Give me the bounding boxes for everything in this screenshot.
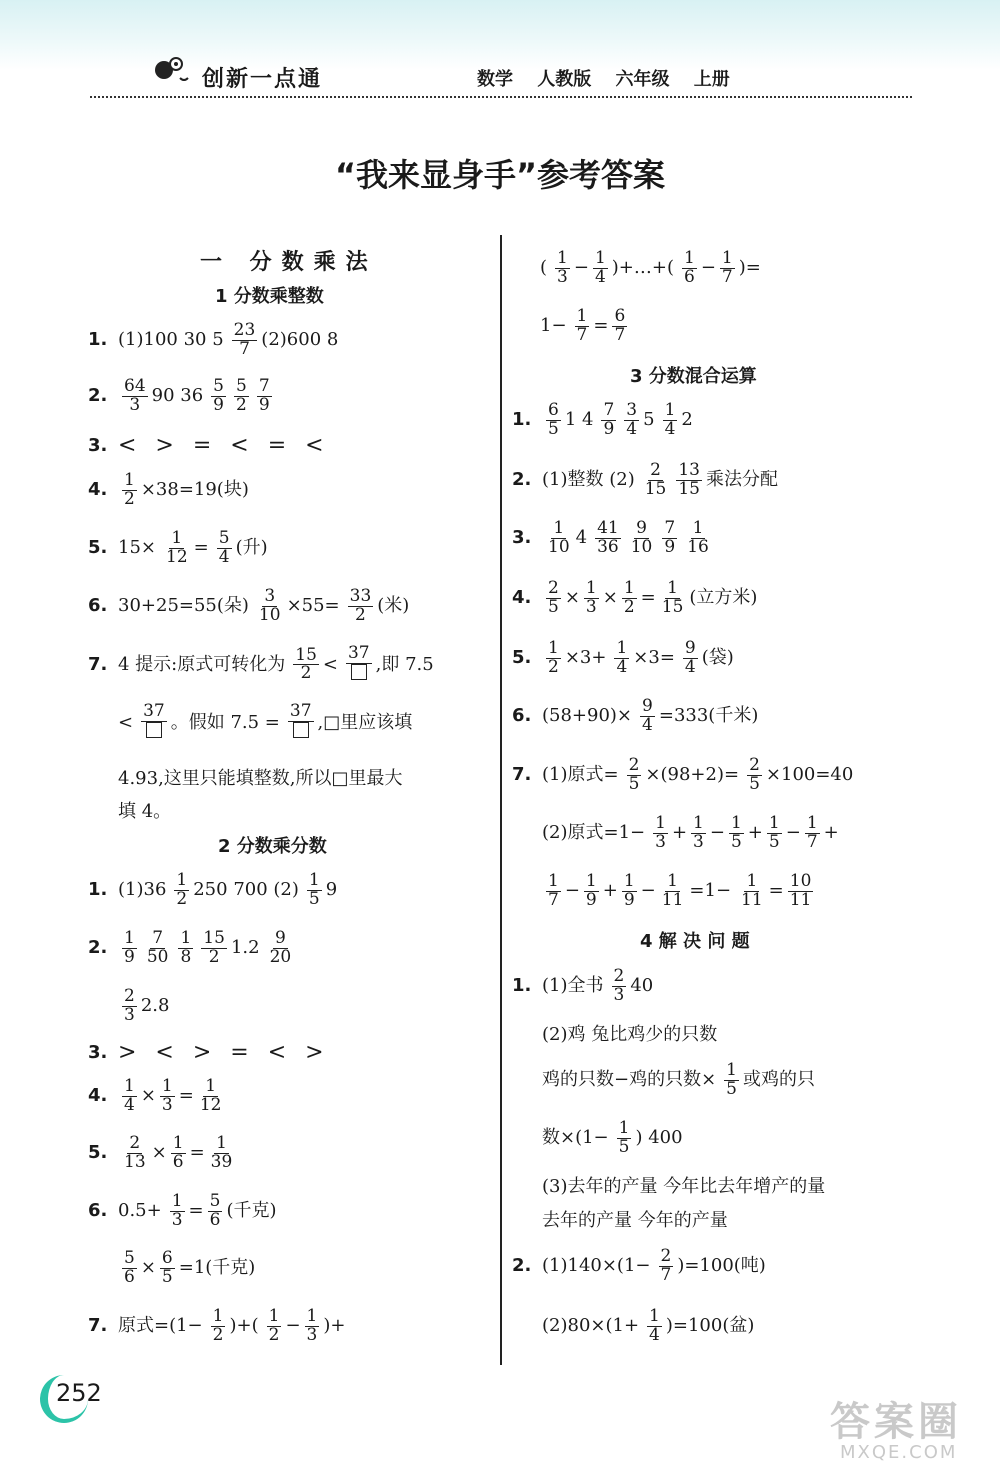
subject-label: 数学 人教版 六年级 上册 xyxy=(477,69,730,90)
brand-name: 创新一点通 xyxy=(202,67,323,92)
answer-2-1: 1. (1)36 $\frac{1}{2}$ 250 700 (2) $\frac{1}{5}$ 9 xyxy=(88,870,338,909)
fraction: $\frac{1}{9}$ xyxy=(623,871,635,910)
subsection-heading: 1 分数乘整数 xyxy=(215,286,324,307)
fraction: $\frac{1}{3}$ xyxy=(693,813,704,852)
answer-1-7-cont2: 4.93,这里只能填整数,所以□里最大 xyxy=(118,768,403,789)
fraction: $\frac{1}{4}$ xyxy=(616,638,628,677)
fraction: $\frac{7}{50}$ xyxy=(146,928,169,967)
fraction: $\frac{1}{2}$ xyxy=(268,1306,280,1345)
fraction: $\frac{2}{3}$ xyxy=(124,986,135,1025)
fraction: $\frac{1}{16}$ xyxy=(687,518,709,557)
answer-2-7: 7. 原式=(1− $\frac{1}{2}$ )+( $\frac{1}{2}$ − $\frac{1}{3}$ )+ xyxy=(88,1306,346,1345)
fraction: $\frac{9}{10}$ xyxy=(630,518,653,557)
fraction: $\frac{2}{5}$ xyxy=(749,755,760,794)
fraction: $\frac{1}{8}$ xyxy=(180,928,192,967)
answer-2-5: 5. $\frac{2}{13}$ × $\frac{1}{6}$ = $\frac{1}{39}$ xyxy=(88,1133,233,1172)
answer-3-7-part2: (2)原式=1− $\frac{1}{3}$ + $\frac{1}{3}$ − $\frac{1}{5}$ + $\frac{1}{5}$ − $\frac{1}{7}$ + xyxy=(542,813,839,852)
fraction: $\frac{7}{9}$ xyxy=(258,376,270,415)
fraction: $\frac{1}{5}$ xyxy=(618,1118,630,1157)
fraction: $\frac{1}{2}$ xyxy=(623,578,635,617)
page-title: “我来显身手”参考答案 xyxy=(334,156,666,194)
answer-3-6: 6. (58+90)× $\frac{9}{4}$ =333(千米) xyxy=(512,696,759,735)
fraction: $\frac{15}{2}$ xyxy=(203,928,225,967)
answer-3-5: 5. $\frac{1}{2}$ ×3+ $\frac{1}{4}$ ×3= $\frac{9}{4}$ (袋) xyxy=(512,638,734,677)
fraction: $\frac{7}{9}$ xyxy=(664,518,676,557)
fraction: $\frac{1}{4}$ xyxy=(124,1076,135,1115)
answer-3-7-part2-cont: $\frac{1}{7}$ − $\frac{1}{9}$ + $\frac{1}{9}$ − $\frac{1}{11}$ =1− $\frac{1}{11}$ = $\frac{10}{11}$ xyxy=(548,871,812,910)
fraction: $\frac{9}{20}$ xyxy=(269,928,292,967)
section-heading: 一 分数乘法 xyxy=(200,250,378,275)
fraction: $\frac{23}{7}$ xyxy=(233,320,256,359)
fraction: $\frac{1}{7}$ xyxy=(721,248,733,287)
fraction: $\frac{1}{11}$ xyxy=(661,871,684,910)
answer-2-6: 6. 0.5+ $\frac{1}{3}$ = $\frac{5}{6}$ (千克) xyxy=(88,1191,277,1230)
answer-1-3: 3. < > = < = < xyxy=(88,433,324,458)
answer-1-2: 2. $\frac{64}{3}$ 90 36 $\frac{5}{9}$ $\frac{5}{2}$ $\frac{7}{9}$ xyxy=(88,376,270,415)
fraction: $\frac{6}{5}$ xyxy=(161,1248,173,1287)
answer-1-7: 7. 4 提示:原式可转化为 $\frac{15}{2}$ < 37 ,即 7.5 xyxy=(88,643,434,684)
fraction: $\frac{13}{15}$ xyxy=(678,460,700,499)
fraction: $\frac{2}{5}$ xyxy=(548,578,559,617)
fraction: $\frac{1}{3}$ xyxy=(585,578,597,617)
subsection-heading: 2 分数乘分数 xyxy=(218,836,327,857)
fraction: $\frac{1}{3}$ xyxy=(161,1076,173,1115)
fraction: $\frac{41}{36}$ xyxy=(597,518,619,557)
answer-2-6-cont: $\frac{5}{6}$ × $\frac{6}{5}$ =1(千克) xyxy=(124,1248,256,1287)
fraction: $\frac{1}{4}$ xyxy=(664,400,676,439)
fraction: $\frac{1}{9}$ xyxy=(124,928,135,967)
page-header xyxy=(150,62,920,92)
answer-4-2-part2: (2)80×(1+ $\frac{1}{4}$ )=100(盆) xyxy=(542,1306,755,1345)
cartoon-logo-icon xyxy=(150,48,194,88)
answer-2-2: 2. $\frac{1}{9}$ $\frac{7}{50}$ $\frac{1}{8}$ $\frac{15}{2}$ 1.2 $\frac{9}{20}$ xyxy=(88,928,292,967)
fraction: $\frac{15}{2}$ xyxy=(295,644,317,684)
answer-4-1-part3: (3)去年的产量 今年比去年增产的量 xyxy=(542,1176,826,1197)
answer-4-1-part2: (2)鸡 兔比鸡少的只数 xyxy=(542,1024,718,1045)
fraction: $\frac{6}{5}$ xyxy=(548,400,559,439)
answer-2-7-cont: ( $\frac{1}{3}$ − $\frac{1}{4}$ )+…+( $\frac{1}{6}$ − $\frac{1}{7}$ )= xyxy=(540,248,761,287)
fraction: $\frac{1}{5}$ xyxy=(726,1060,737,1099)
fraction: $\frac{1}{2}$ xyxy=(176,870,188,909)
fraction: $\frac{1}{2}$ xyxy=(212,1306,224,1345)
answer-3-7: 7. (1)原式= $\frac{2}{5}$ ×(98+2)= $\frac{2}{5}$ ×100=40 xyxy=(512,755,854,794)
answer-2-7-cont2: 1− $\frac{1}{7}$ = $\frac{6}{7}$ xyxy=(540,306,626,345)
answer-3-3: 3. $\frac{1}{10}$ 4 $\frac{41}{36}$ $\frac{9}{10}$ $\frac{7}{9}$ $\frac{1}{16}$ xyxy=(512,518,709,557)
answer-1-6: 6. 30+25=55(朵) $\frac{3}{10}$ ×55= $\frac{33}{2}$ (米) xyxy=(88,586,410,625)
fraction: $\frac{9}{4}$ xyxy=(642,696,653,735)
fraction: $\frac{5}{4}$ xyxy=(218,528,230,567)
fraction: $\frac{3}{4}$ xyxy=(626,400,638,439)
answer-4-2: 2. (1)140×(1− $\frac{2}{7}$ )=100(吨) xyxy=(512,1246,766,1285)
fraction: $\frac{1}{9}$ xyxy=(585,871,597,910)
fraction: $\frac{1}{6}$ xyxy=(172,1133,184,1172)
fraction: $\frac{1}{7}$ xyxy=(806,813,818,852)
fraction: $\frac{5}{2}$ xyxy=(236,376,247,415)
answer-2-4: 4. $\frac{1}{4}$ × $\frac{1}{3}$ = $\frac{1}{12}$ xyxy=(88,1076,222,1115)
answer-3-1: 1. $\frac{6}{5}$ 1 4 $\frac{7}{9}$ $\frac{3}{4}$ 5 $\frac{1}{4}$ 2 xyxy=(512,400,693,439)
page-number: 252 xyxy=(40,1375,110,1425)
answer-3-2: 2. (1)整数 (2) $\frac{2}{15}$ $\frac{13}{15}$ 乘法分配 xyxy=(512,460,778,499)
header-rule xyxy=(90,96,912,98)
subsection-heading: 3 分数混合运算 xyxy=(630,366,757,387)
answer-2-3: 3. > < > = < > xyxy=(88,1040,324,1065)
fraction: $\frac{1}{6}$ xyxy=(684,248,695,287)
fraction: $\frac{1}{7}$ xyxy=(576,306,588,345)
fraction: $\frac{1}{3}$ xyxy=(655,813,666,852)
fraction: $\frac{2}{5}$ xyxy=(628,755,640,794)
watermark: 答案圈 MXQE.COM xyxy=(830,1399,962,1463)
fraction: $\frac{5}{6}$ xyxy=(209,1191,221,1230)
fraction: $\frac{1}{2}$ xyxy=(548,638,559,677)
fraction: $\frac{1}{5}$ xyxy=(308,870,320,909)
fraction: $\frac{1}{7}$ xyxy=(548,871,559,910)
fraction: $\frac{2}{3}$ xyxy=(613,966,625,1005)
answer-3-4: 4. $\frac{2}{5}$ × $\frac{1}{3}$ × $\frac{1}{2}$ = $\frac{1}{15}$ (立方米) xyxy=(512,578,758,617)
answer-1-7-cont: < 37 。假如 7.5 = 37 ,□里应该填 xyxy=(118,703,416,743)
fraction: $\frac{1}{5}$ xyxy=(768,813,780,852)
fraction: $\frac{1}{15}$ xyxy=(661,578,684,617)
fraction: $\frac{1}{4}$ xyxy=(594,248,606,287)
answer-1-5: 5. 15× $\frac{1}{12}$ = $\frac{5}{4}$ (升) xyxy=(88,528,268,567)
fraction: $\frac{5}{9}$ xyxy=(213,376,224,415)
answer-4-1-part3-cont: 去年的产量 今年的产量 xyxy=(542,1210,728,1231)
subsection-heading: 4 解 决 问 题 xyxy=(640,931,750,952)
fraction: $\frac{1}{12}$ xyxy=(199,1076,222,1115)
fraction: $\frac{1}{10}$ xyxy=(548,518,570,557)
fraction: $\frac{2}{13}$ xyxy=(124,1133,146,1172)
answer-1-4: 4. $\frac{1}{2}$ ×38=19(块) xyxy=(88,470,249,509)
column-divider xyxy=(500,235,502,1365)
fraction: $\frac{9}{4}$ xyxy=(684,638,696,677)
fraction: $\frac{10}{11}$ xyxy=(789,871,812,910)
fraction: $\frac{1}{11}$ xyxy=(741,871,763,910)
fraction: $\frac{5}{6}$ xyxy=(124,1248,135,1287)
answer-4-1-part2-cont: 鸡的只数−鸡的只数× $\frac{1}{5}$ 或鸡的只 xyxy=(542,1060,815,1099)
fraction: $\frac{1}{2}$ xyxy=(124,470,135,509)
answer-1-1: 1. (1)100 30 5 $\frac{23}{7}$ (2)600 8 xyxy=(88,320,339,359)
fraction: $\frac{1}{12}$ xyxy=(166,528,188,567)
fraction: $\frac{1}{3}$ xyxy=(557,248,568,287)
fraction: $\frac{2}{7}$ xyxy=(660,1246,672,1285)
fraction: $\frac{1}{4}$ xyxy=(649,1306,660,1345)
fraction: $\frac{3}{10}$ xyxy=(258,586,281,625)
fraction: $\frac{33}{2}$ xyxy=(349,586,372,625)
fraction: $\frac{7}{9}$ xyxy=(603,400,615,439)
fraction: $\frac{1}{39}$ xyxy=(210,1133,233,1172)
fraction: $\frac{2}{15}$ xyxy=(644,460,667,499)
answer-4-1-part2-cont2: 数×(1− $\frac{1}{5}$ ) 400 xyxy=(542,1118,683,1157)
answer-1-7-cont3: 填 4。 xyxy=(118,801,172,822)
fraction: $\frac{1}{3}$ xyxy=(171,1191,183,1230)
fraction: $\frac{1}{5}$ xyxy=(730,813,742,852)
fraction: $\frac{6}{7}$ xyxy=(614,306,626,345)
fraction: $\frac{1}{3}$ xyxy=(306,1306,318,1345)
answer-4-1: 1. (1)全书 $\frac{2}{3}$ 40 xyxy=(512,966,654,1005)
fraction: $\frac{64}{3}$ xyxy=(124,376,146,415)
answer-2-2-cont: $\frac{2}{3}$ 2.8 xyxy=(124,986,170,1025)
